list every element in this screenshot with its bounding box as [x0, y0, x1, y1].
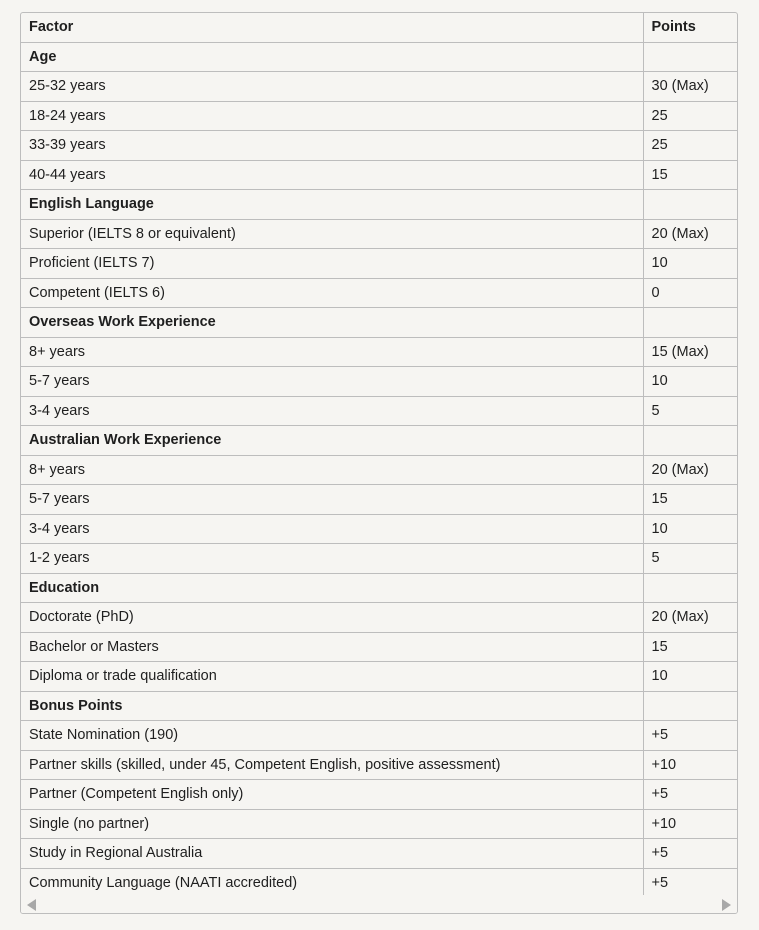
factor-cell: Bachelor or Masters [21, 632, 643, 662]
points-table-container [20, 12, 738, 914]
factor-cell: Single (no partner) [21, 809, 643, 839]
section-header-row [21, 308, 737, 338]
table-row [21, 219, 737, 249]
section-title: Overseas Work Experience [21, 308, 643, 338]
points-cell [643, 308, 737, 338]
points-cell: +10 [643, 750, 737, 780]
table-row [21, 662, 737, 692]
table-row [21, 809, 737, 839]
section-title: English Language [21, 190, 643, 220]
table-header-row [21, 13, 737, 42]
points-cell: 15 [643, 160, 737, 190]
table-row [21, 721, 737, 751]
points-table [21, 13, 737, 895]
table-row [21, 396, 737, 426]
factor-cell: Doctorate (PhD) [21, 603, 643, 633]
factor-cell: 40-44 years [21, 160, 643, 190]
section-title: Age [21, 42, 643, 72]
factor-cell: Competent (IELTS 6) [21, 278, 643, 308]
section-title: Bonus Points [21, 691, 643, 721]
table-row [21, 455, 737, 485]
points-cell: 10 [643, 662, 737, 692]
factor-cell: 3-4 years [21, 396, 643, 426]
arrow-left-icon[interactable] [27, 899, 36, 911]
points-cell: 15 (Max) [643, 337, 737, 367]
points-cell: +5 [643, 839, 737, 869]
points-cell [643, 190, 737, 220]
points-cell: 20 (Max) [643, 603, 737, 633]
table-row [21, 750, 737, 780]
section-header-row [21, 691, 737, 721]
points-cell [643, 691, 737, 721]
points-cell: 5 [643, 544, 737, 574]
table-row [21, 603, 737, 633]
section-header-row [21, 573, 737, 603]
factor-cell: 3-4 years [21, 514, 643, 544]
points-cell [643, 573, 737, 603]
table-row [21, 868, 737, 895]
table-row [21, 278, 737, 308]
points-cell: 25 [643, 101, 737, 131]
factor-cell: State Nomination (190) [21, 721, 643, 751]
points-cell: 10 [643, 249, 737, 279]
factor-cell: 1-2 years [21, 544, 643, 574]
table-row [21, 72, 737, 102]
section-title: Australian Work Experience [21, 426, 643, 456]
factor-cell: 8+ years [21, 455, 643, 485]
table-row [21, 839, 737, 869]
points-cell [643, 42, 737, 72]
points-cell: 20 (Max) [643, 219, 737, 249]
section-title: Education [21, 573, 643, 603]
points-cell: 0 [643, 278, 737, 308]
table-row [21, 780, 737, 810]
factor-cell: 33-39 years [21, 131, 643, 161]
table-row [21, 367, 737, 397]
points-cell: +10 [643, 809, 737, 839]
points-cell [643, 426, 737, 456]
points-cell: +5 [643, 868, 737, 895]
table-scroll-area[interactable] [21, 13, 737, 895]
points-cell: +5 [643, 780, 737, 810]
table-row [21, 160, 737, 190]
table-body [21, 42, 737, 895]
factor-cell: Superior (IELTS 8 or equivalent) [21, 219, 643, 249]
section-header-row [21, 42, 737, 72]
table-row [21, 544, 737, 574]
factor-cell: Community Language (NAATI accredited) [29, 874, 298, 891]
factor-cell: 8+ years [21, 337, 643, 367]
section-header-row [21, 190, 737, 220]
points-cell: 10 [643, 367, 737, 397]
points-cell: 10 [643, 514, 737, 544]
table-row [21, 485, 737, 515]
factor-cell: Partner skills (skilled, under 45, Competent English, positive assessment) [21, 750, 643, 780]
factor-cell: Diploma or trade qualification [21, 662, 643, 692]
points-cell: 15 [643, 632, 737, 662]
horizontal-scrollbar[interactable] [21, 895, 737, 913]
factor-cell: 5-7 years [21, 485, 643, 515]
factor-cell: Study in Regional Australia [21, 839, 643, 869]
factor-cell: 5-7 years [21, 367, 643, 397]
points-cell: 25 [643, 131, 737, 161]
factor-cell: 18-24 years [21, 101, 643, 131]
section-header-row [21, 426, 737, 456]
points-cell: 30 (Max) [643, 72, 737, 102]
table-row [21, 249, 737, 279]
points-cell: +5 [643, 721, 737, 751]
table-row [21, 131, 737, 161]
table-row [21, 514, 737, 544]
table-row [21, 101, 737, 131]
arrow-right-icon[interactable] [722, 899, 731, 911]
points-cell: 5 [643, 396, 737, 426]
factor-cell: 25-32 years [21, 72, 643, 102]
points-cell: 15 [643, 485, 737, 515]
table-row [21, 632, 737, 662]
factor-cell: Proficient (IELTS 7) [21, 249, 643, 279]
table-row [21, 337, 737, 367]
factor-cell: Partner (Competent English only) [21, 780, 643, 810]
column-header-factor: Factor [21, 13, 643, 42]
column-header-points: Points [643, 13, 737, 42]
points-cell: 20 (Max) [643, 455, 737, 485]
